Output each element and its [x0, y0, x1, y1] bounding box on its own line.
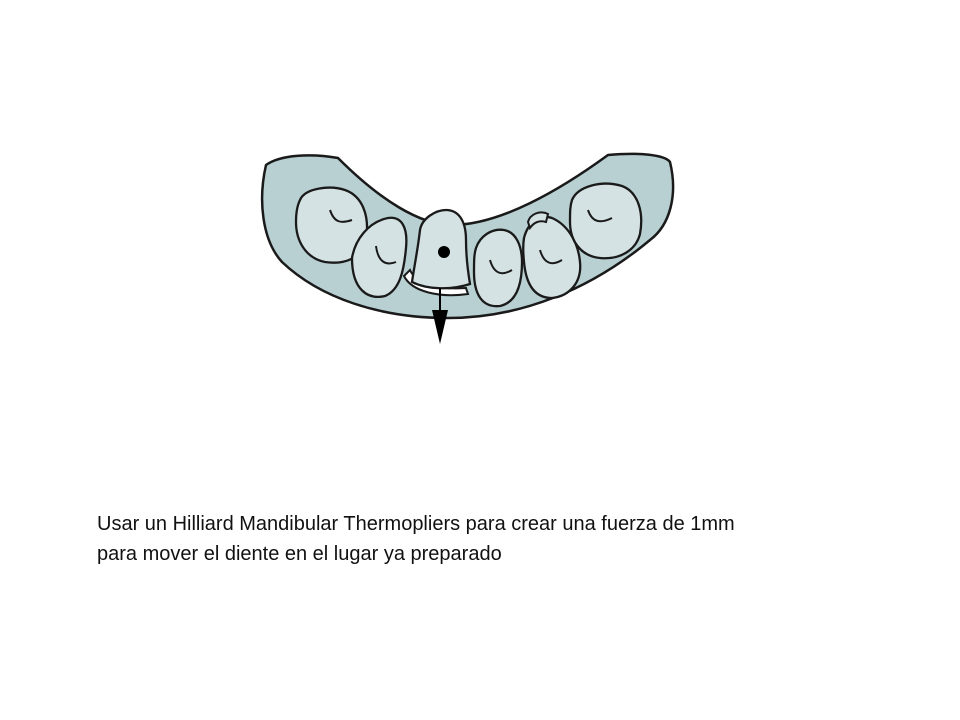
caption	[97, 509, 897, 569]
tooth-right-incisor-1	[474, 230, 522, 306]
arrow-down-icon	[432, 310, 448, 344]
mandibular-arch-diagram	[255, 145, 685, 355]
caption-line-2: para mover el diente en el lugar ya preparado	[97, 543, 502, 565]
force-point-dot	[438, 246, 450, 258]
caption-line-1: Usar un Hilliard Mandibular Thermopliers para crear una fuerza de 1mm	[97, 513, 735, 535]
